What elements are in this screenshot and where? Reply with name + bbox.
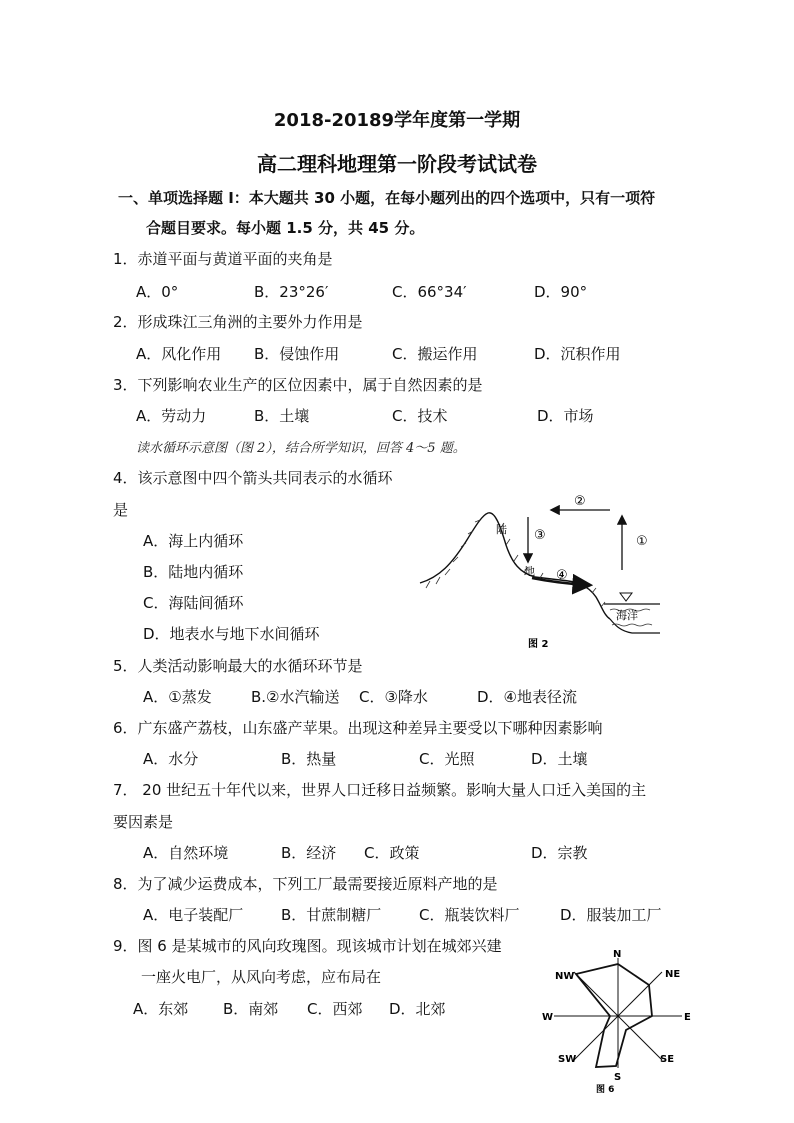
question-7-stem: 7． 20 世纪五十年代以来，世界人口迁移日益频繁。影响大量人口迁入美国的主	[113, 781, 647, 799]
q5-option-b: B.②水汽输送	[251, 688, 340, 706]
direction-ne: NE	[665, 969, 681, 980]
question-1-stem: 1．赤道平面与黄道平面的夹角是	[113, 250, 333, 268]
q5-option-c: C．③降水	[359, 688, 428, 706]
exam-title: 高二理科地理第一阶段考试试卷	[257, 152, 537, 176]
q9-option-d: D．北郊	[389, 1000, 446, 1018]
q3-option-b: B．土壤	[254, 407, 310, 425]
q1-option-c: C．66°34′	[392, 283, 467, 301]
q2-option-b: B．侵蚀作用	[254, 345, 340, 363]
direction-e: E	[684, 1012, 691, 1023]
direction-se: SE	[660, 1054, 675, 1065]
q1-option-a: A．0°	[136, 283, 179, 301]
q8-option-d: D．服装加工厂	[560, 906, 662, 924]
q4-option-b: B．陆地内循环	[143, 563, 244, 581]
arrow-label-2: ②	[574, 494, 586, 509]
q3-option-d: D．市场	[537, 407, 594, 425]
q2-option-d: D．沉积作用	[534, 345, 621, 363]
q6-option-a: A．水分	[143, 750, 199, 768]
ocean-label: 海洋	[616, 609, 638, 622]
land-label-2: 地	[524, 565, 535, 578]
water-cycle-diagram	[410, 485, 670, 660]
arrow-label-3: ③	[534, 528, 546, 543]
question-8-stem: 8．为了减少运费成本，下列工厂最需要接近原料产地的是	[113, 875, 498, 893]
q4-option-d: D．地表水与地下水间循环	[143, 625, 320, 643]
q6-option-d: D．土壤	[531, 750, 588, 768]
q7-option-b: B．经济	[281, 844, 337, 862]
direction-nw: NW	[555, 971, 575, 982]
direction-w: W	[542, 1012, 554, 1023]
direction-sw: SW	[558, 1054, 577, 1065]
figure-6-caption: 图 6	[596, 1085, 615, 1095]
question-4-stem: 4．该示意图中四个箭头共同表示的水循环	[113, 469, 393, 487]
q9-option-a: A．东郊	[133, 1000, 189, 1018]
arrow-label-4: ④	[556, 568, 568, 583]
question-3-stem: 3．下列影响农业生产的区位因素中，属于自然因素的是	[113, 376, 483, 394]
q4-option-c: C．海陆间循环	[143, 594, 244, 612]
question-9-stem: 9．图 6 是某城市的风向玫瑰图。现该城市计划在城郊兴建	[113, 937, 502, 955]
q1-option-d: D．90°	[534, 283, 588, 301]
question-5-stem: 5．人类活动影响最大的水循环环节是	[113, 657, 363, 675]
q8-option-a: A．电子装配厂	[143, 906, 244, 924]
q7-option-c: C．政策	[364, 844, 420, 862]
arrow-label-1: ①	[636, 534, 648, 549]
q7-option-a: A．自然环境	[143, 844, 229, 862]
q5-option-d: D．④地表径流	[477, 688, 577, 706]
q4-option-a: A．海上内循环	[143, 532, 244, 550]
section-heading-line1: 一、单项选择题 I：本大题共 30 小题，在每小题列出的四个选项中，只有一项符	[118, 189, 656, 207]
q7-option-d: D．宗教	[531, 844, 588, 862]
wind-rose-diagram	[536, 940, 700, 1100]
land-label-1: 陆	[496, 523, 507, 536]
water-level-marker	[620, 593, 632, 601]
terrain-outline	[420, 513, 610, 619]
q6-option-b: B．热量	[281, 750, 337, 768]
q6-option-c: C．光照	[419, 750, 475, 768]
q3-option-a: A．劳动力	[136, 407, 207, 425]
reading-instruction: 读水循环示意图（图 2），结合所学知识，回答 4～5 题。	[136, 441, 466, 456]
q8-option-b: B．甘蔗制糖厂	[281, 906, 382, 924]
direction-n: N	[613, 949, 622, 960]
q9-option-b: B．南郊	[223, 1000, 279, 1018]
q8-option-c: C．瓶装饮料厂	[419, 906, 520, 924]
question-4-stem-cont: 是	[113, 501, 129, 519]
question-2-stem: 2．形成珠江三角洲的主要外力作用是	[113, 313, 363, 331]
direction-s: S	[614, 1072, 622, 1083]
q1-option-b: B．23°26′	[254, 283, 329, 301]
question-6-stem: 6．广东盛产荔枝，山东盛产苹果。出现这种差异主要受以下哪种因素影响	[113, 719, 603, 737]
question-9-stem-cont: 一座火电厂，从风向考虑，应布局在	[141, 968, 382, 986]
q9-option-c: C．西郊	[307, 1000, 363, 1018]
q2-option-a: A．风化作用	[136, 345, 222, 363]
figure-2-caption: 图 2	[528, 639, 549, 650]
q2-option-c: C．搬运作用	[392, 345, 478, 363]
question-7-stem-cont: 要因素是	[113, 813, 174, 831]
exam-year-title: 2018-20189学年度第一学期	[273, 110, 521, 131]
q3-option-c: C．技术	[392, 407, 448, 425]
section-heading-line2: 合题目要求。每小题 1.5 分，共 45 分。	[146, 219, 425, 237]
q5-option-a: A．①蒸发	[143, 688, 212, 706]
